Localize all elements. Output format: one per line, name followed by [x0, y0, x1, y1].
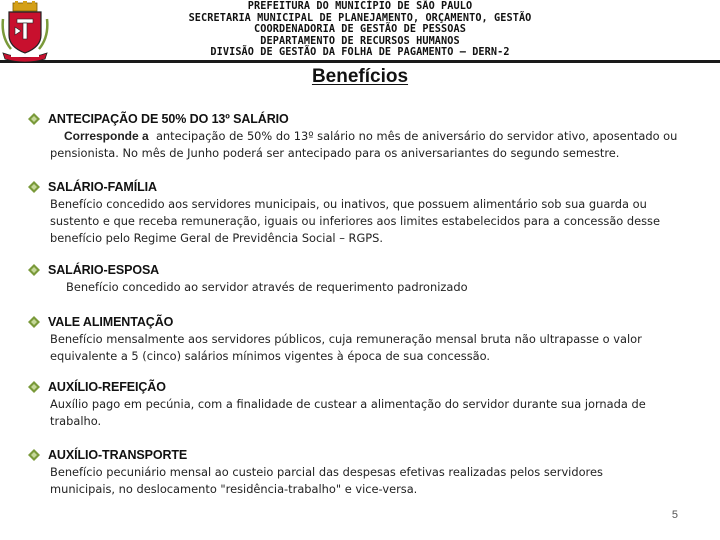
benefit-heading: ANTECIPAÇÃO DE 50% DO 13º SALÁRIO — [48, 112, 289, 126]
benefit-line: equivalente a 5 (cinco) salários mínimos vigentes à época de sua concessão. — [50, 349, 491, 363]
benefit-line: pensionista. No mês de Junho poderá ser antecipado para os aniversariantes do segundo semestre. — [50, 146, 620, 160]
benefit-description — [50, 464, 690, 498]
page-title-wrap — [0, 66, 720, 88]
benefit-description — [50, 396, 690, 430]
diamond-bullet-icon — [28, 113, 40, 125]
benefit-line: sustento e que receba remuneração, iguais ou inferiores aos limites estabelecidos para a concessão desse — [50, 214, 660, 228]
benefit-description — [50, 196, 690, 247]
benefit-section — [28, 380, 688, 430]
diamond-bullet-icon — [28, 449, 40, 461]
benefit-heading: AUXÍLIO-REFEIÇÃO — [48, 380, 166, 394]
header-line: DEPARTAMENTO DE RECURSOS HUMANOS — [260, 35, 460, 47]
diamond-bullet-icon — [28, 181, 40, 193]
benefit-lead: Corresponde a — [64, 129, 149, 143]
benefit-heading: SALÁRIO-FAMÍLIA — [48, 180, 157, 194]
benefit-section — [28, 263, 688, 297]
benefit-line: Auxílio pago em pecúnia, com a finalidade de custear a alimentação do servidor durante sua jornada de — [50, 397, 646, 411]
benefit-heading: VALE ALIMENTAÇÃO — [48, 315, 174, 329]
benefit-line: trabalho. — [50, 414, 102, 428]
benefit-description — [50, 128, 690, 162]
benefit-line: benefício pelo Regime Geral de Previdência Social – RGPS. — [50, 231, 383, 245]
benefit-section — [28, 448, 688, 498]
header-line: DIVISÃO DE GESTÃO DA FOLHA DE PAGAMENTO – DERN-2 — [210, 47, 510, 59]
benefit-section — [28, 180, 688, 246]
header-text — [60, 1, 660, 59]
benefit-description — [50, 279, 706, 296]
diamond-bullet-icon — [28, 381, 40, 393]
benefit-line: Benefício pecuniário mensal ao custeio parcial das despesas efetivas realizadas pelos servidores — [50, 465, 603, 479]
benefit-line: municipais, no deslocamento "residência-trabalho" e vice-versa. — [50, 482, 418, 496]
benefit-heading: AUXÍLIO-TRANSPORTE — [48, 448, 188, 462]
benefit-heading: SALÁRIO-ESPOSA — [48, 263, 160, 277]
benefit-line: Benefício concedido aos servidores municipais, ou inativos, que possuem alimentário sob sua guarda ou — [50, 197, 647, 211]
page-header — [0, 0, 720, 63]
benefit-section — [28, 112, 688, 162]
benefit-line: antecipação de 50% do 13º salário no mês de aniversário do servidor ativo, aposentado ou — [155, 129, 678, 143]
header-line: COORDENADORIA DE GESTÃO DE PESSOAS — [254, 24, 466, 36]
header-line: SECRETARIA MUNICIPAL DE PLANEJAMENTO, ORÇAMENTO, GESTÃO — [188, 12, 532, 24]
benefit-line: Benefício concedido ao servidor através de requerimento padronizado — [66, 280, 468, 294]
page-title: Benefícios — [311, 66, 409, 87]
page-number: 5 — [671, 509, 678, 521]
benefit-line: Benefício mensalmente aos servidores públicos, cuja remuneração mensal bruta não ultrapasse o valor — [50, 332, 642, 346]
diamond-bullet-icon — [28, 264, 40, 276]
sao-paulo-coat-of-arms-icon — [1, 1, 49, 63]
benefit-description — [50, 331, 690, 365]
benefit-section — [28, 315, 688, 365]
header-line: PREFEITURA DO MUNICÍPIO DE SÃO PAULO — [247, 1, 473, 12]
diamond-bullet-icon — [28, 316, 40, 328]
